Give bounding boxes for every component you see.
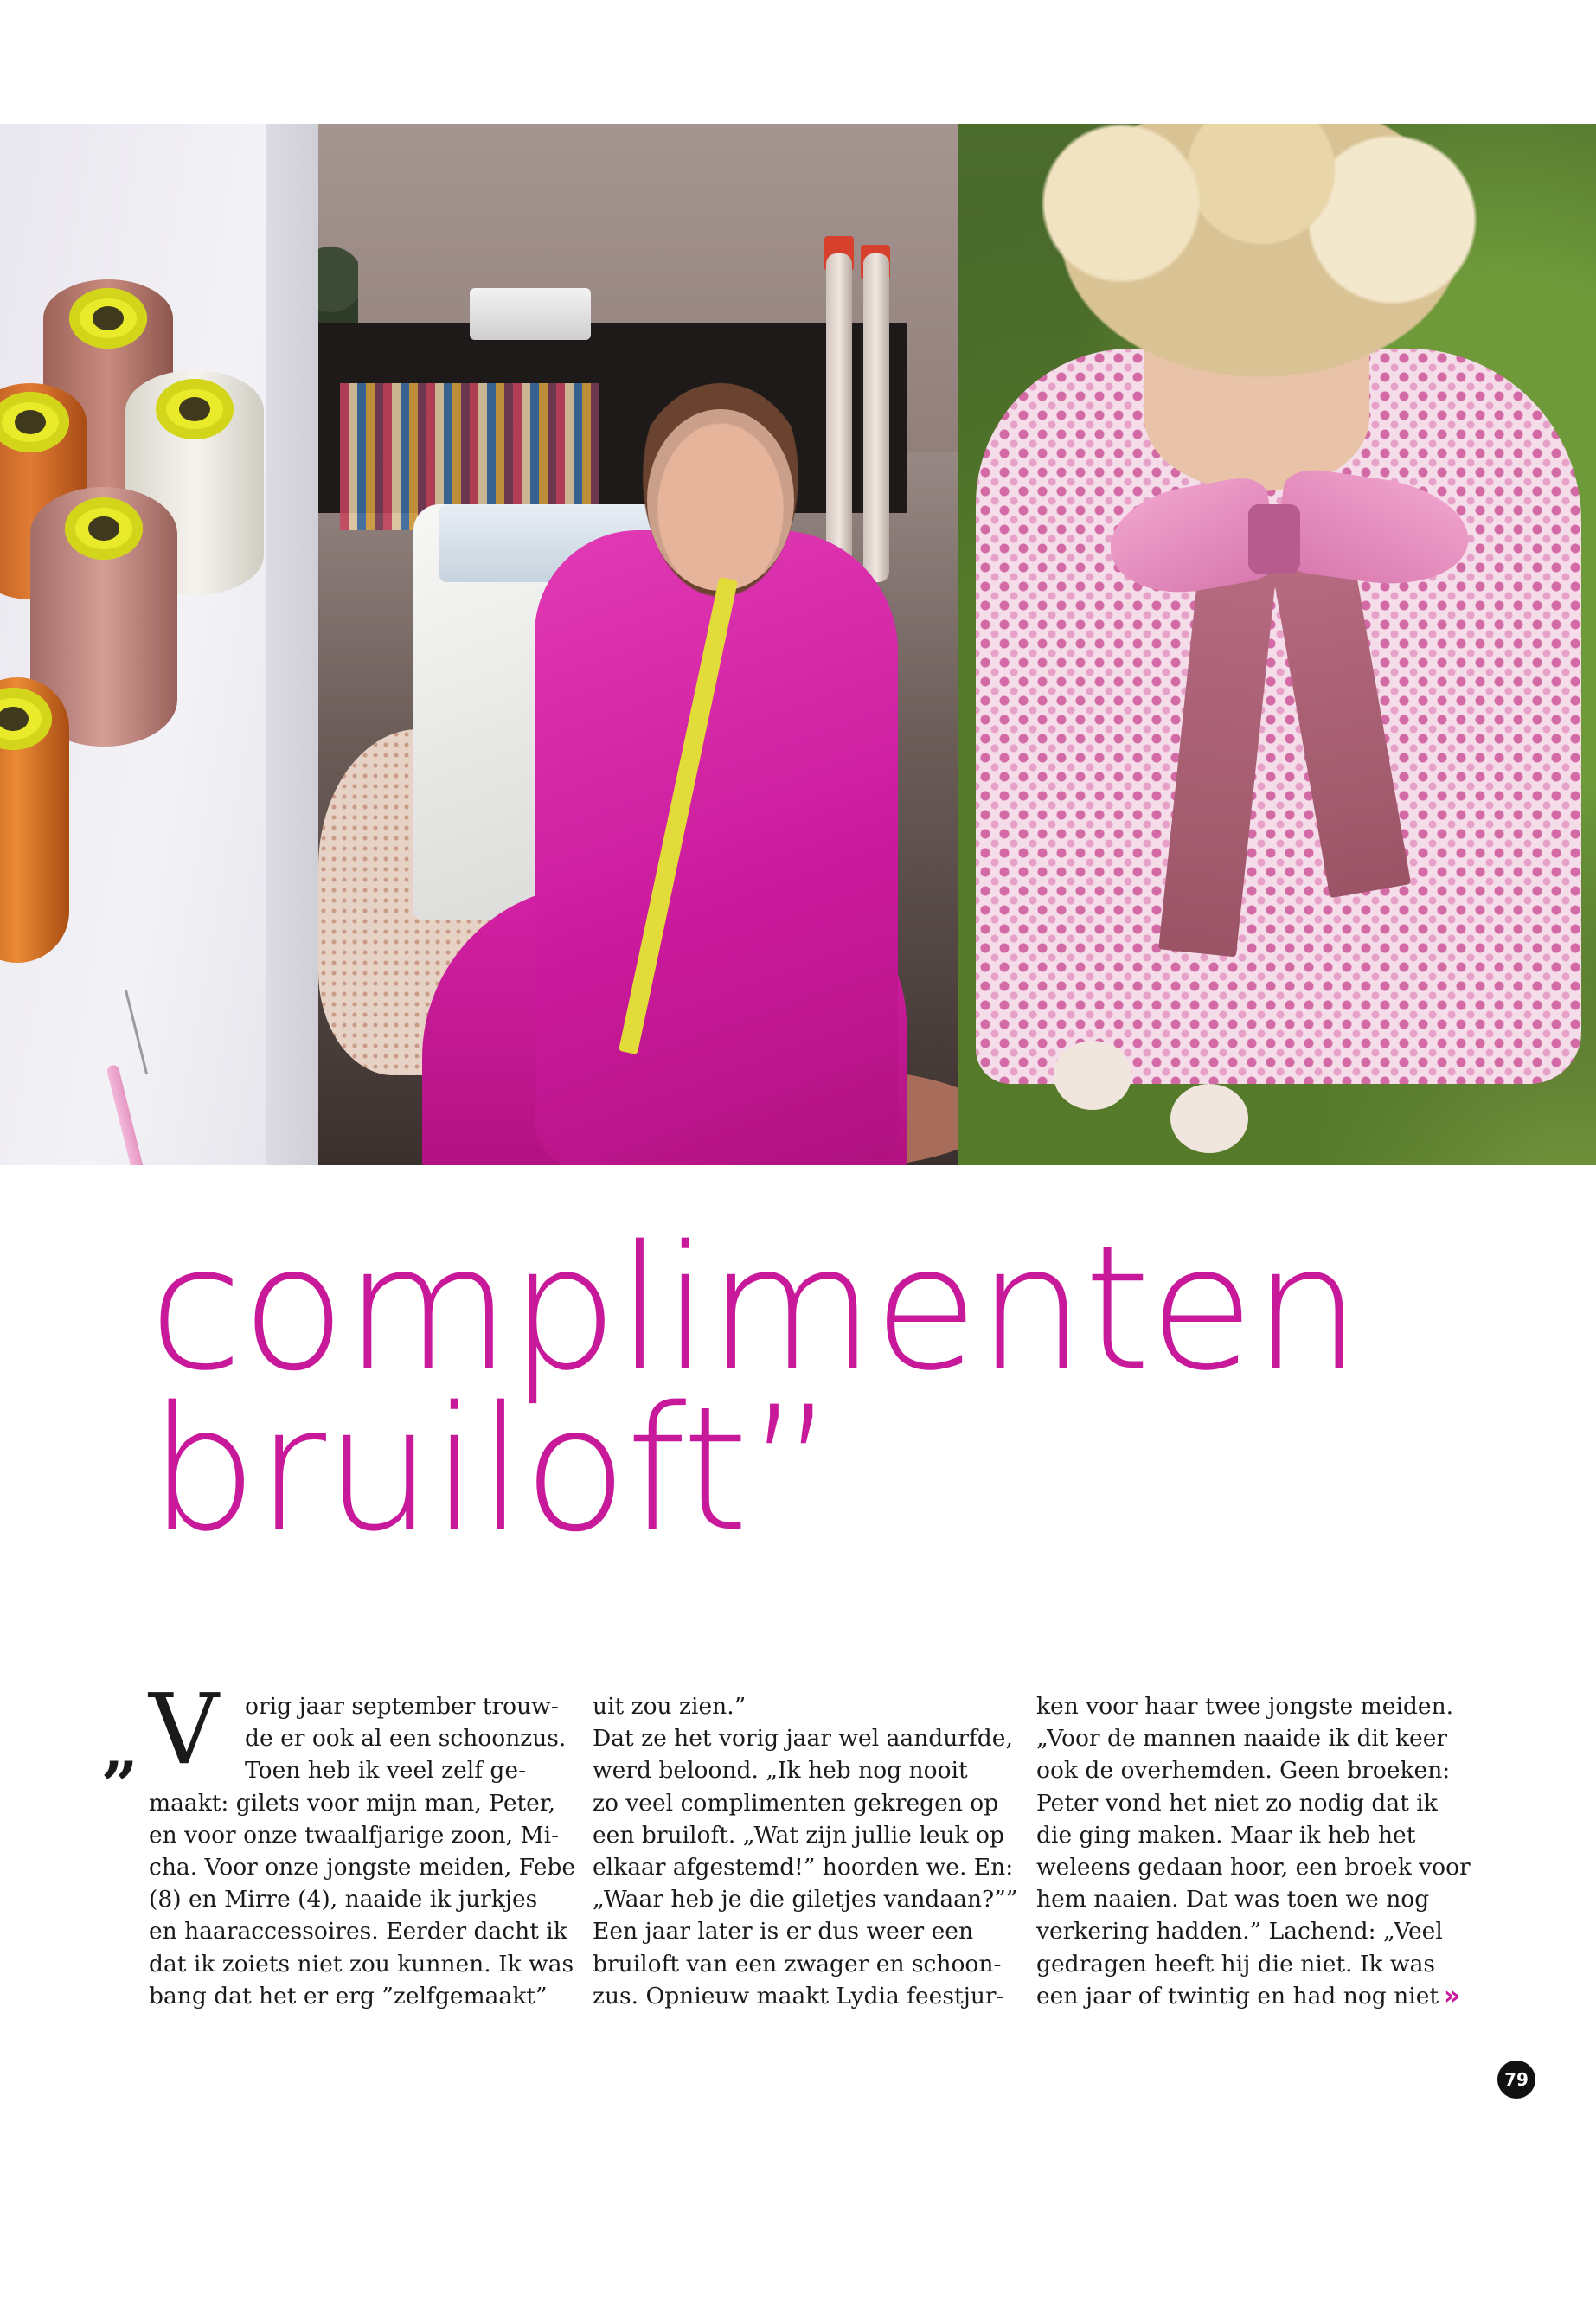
text-line: werd beloond. „Ik heb nog nooit: [593, 1757, 968, 1785]
article-column-1: [149, 1690, 576, 2012]
text-line-last: [1036, 1980, 1461, 2012]
text-line: weleens gedaan hoor, een broek voor: [1036, 1854, 1471, 1881]
opening-quote-mark: „: [102, 1712, 139, 1786]
text-line: een bruiloft. „Wat zijn jullie leuk op: [593, 1821, 1004, 1849]
text-line: en voor onze twaalfjarige zoon, Mi-: [149, 1821, 560, 1849]
text-line: die ging maken. Maar ik heb het: [1036, 1821, 1416, 1849]
headline-line-1: complimenten: [149, 1208, 1360, 1408]
text-line: en haaraccessoires. Eerder dacht ik: [149, 1918, 567, 1945]
text-line: hem naaien. Dat was toen we nog: [1036, 1886, 1430, 1913]
text-line: zus. Opnieuw maakt Lydia feestjur-: [593, 1982, 1004, 2009]
text-line: (8) en Mirre (4), naaide ik jurkjes: [149, 1886, 538, 1913]
text-line: uit zou zien.”: [593, 1693, 747, 1720]
text-line: maakt: gilets voor mijn man, Peter,: [149, 1789, 556, 1817]
text-line: gedragen heeft hij die niet. Ik was: [1036, 1950, 1436, 1977]
photo-strip: [0, 124, 1596, 1165]
headline: [149, 1208, 1446, 1569]
text-line: orig jaar september trouw-: [245, 1693, 559, 1720]
text-line: een jaar of twintig en had nog niet: [1036, 1982, 1439, 2009]
article-column-2: [593, 1690, 1018, 2012]
headline-line-2: bruiloft”: [149, 1369, 835, 1569]
article-column-3: [1036, 1690, 1471, 2012]
text-line: de er ook al een schoonzus.: [245, 1725, 567, 1753]
child-in-pink-dress-photo: [958, 124, 1596, 1165]
text-line: zo veel complimenten gekregen op: [593, 1789, 999, 1817]
text-line: „Voor de mannen naaide ik dit keer: [1036, 1725, 1448, 1753]
text-line: Peter vond het niet zo nodig dat ik: [1036, 1789, 1438, 1817]
seamstress-at-sewing-machine-photo: [318, 124, 958, 1165]
text-line: ook de overhemden. Geen broeken:: [1036, 1757, 1451, 1785]
text-line: verkering hadden.” Lachend: „Veel: [1036, 1918, 1443, 1945]
text-line: Dat ze het vorig jaar wel aandurfde,: [593, 1725, 1013, 1753]
text-line: cha. Voor onze jongste meiden, Febe: [149, 1854, 576, 1881]
text-line: bruiloft van een zwager en schoon-: [593, 1950, 1002, 1977]
text-line: Een jaar later is er dus weer een: [593, 1918, 974, 1945]
page-number: 79: [1497, 2061, 1535, 2099]
text-line: Toen heb ik veel zelf ge-: [245, 1757, 527, 1785]
text-line: bang dat het er erg ”zelfgemaakt”: [149, 1982, 548, 2009]
thread-spools-photo: [0, 124, 318, 1165]
drop-cap: V: [149, 1674, 219, 1786]
double-chevron-right-icon: »: [1444, 1980, 1461, 2011]
text-line: dat ik zoiets niet zou kunnen. Ik was: [149, 1950, 574, 1977]
text-line: „Waar heb je die giletjes vandaan?””: [593, 1886, 1018, 1913]
text-line: ken voor haar twee jongste meiden.: [1036, 1693, 1454, 1720]
text-line: elkaar afgestemd!” hoorden we. En:: [593, 1854, 1014, 1881]
